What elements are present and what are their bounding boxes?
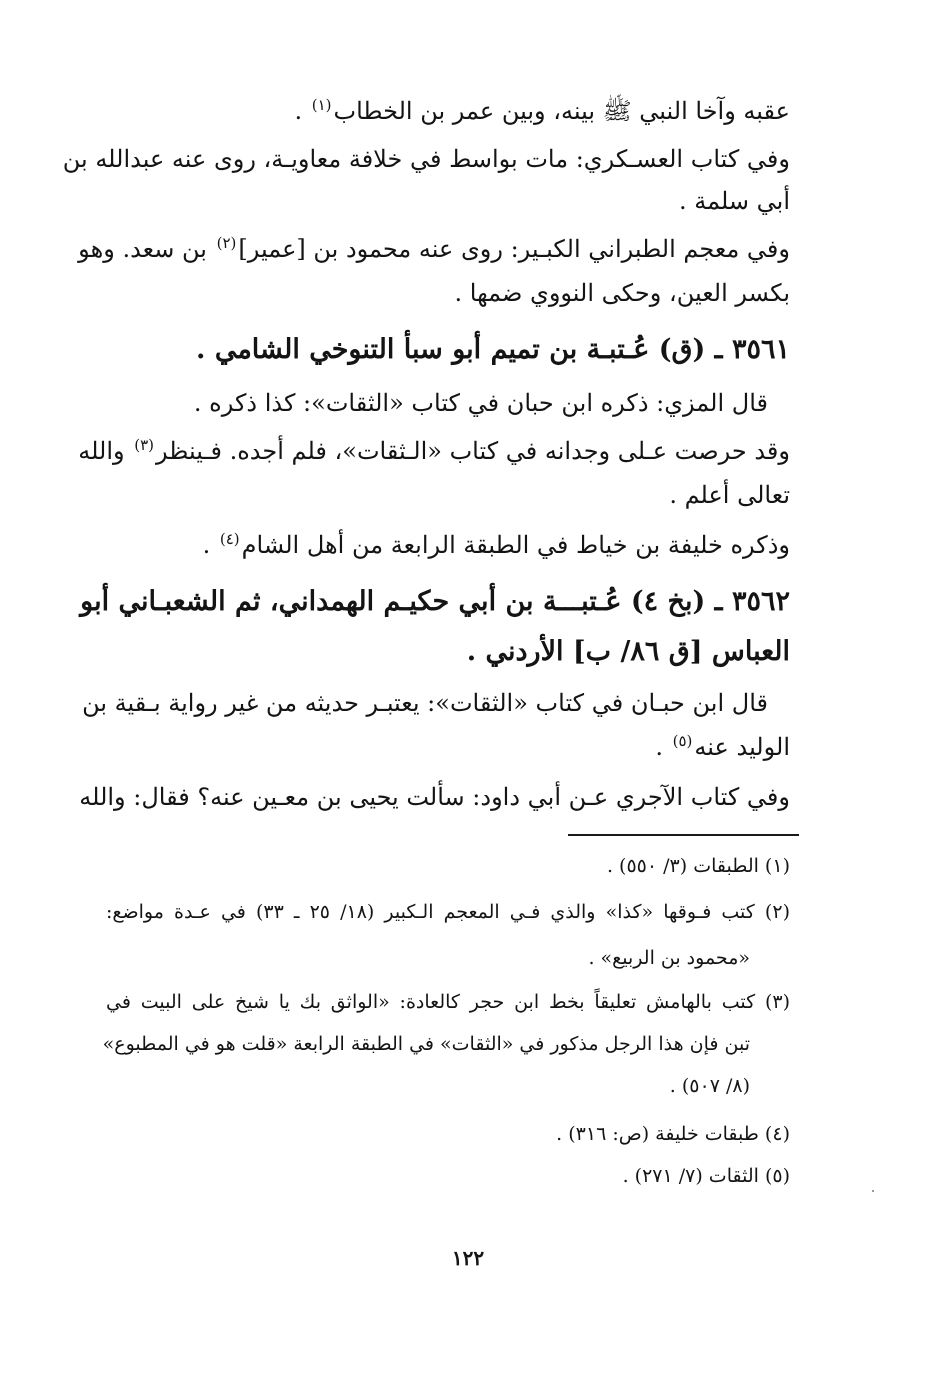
footnote-1: (١) الطبقات (٣/ ٥٥٠) . xyxy=(606,855,790,877)
text-line xyxy=(655,730,790,764)
footnote-marker: (٣) xyxy=(134,436,155,454)
footnote-4: (٤) طبقات خليفة (ص: ٣١٦) . xyxy=(556,1123,790,1145)
footnote-5: (٥) الثقات (٧/ ٢٧١) . xyxy=(622,1165,790,1187)
text-run: عقبه وآخا النبي ﷺ بينه، وبين عمر بن الخطاب xyxy=(333,97,790,125)
text-line: وفي كتاب الآجري عـن أبي داود: سألت يحيى بن معـين عنه؟ فقال: والله xyxy=(79,783,790,811)
punctuation: . xyxy=(655,733,663,761)
footnote-2: (٢) كتب فـوقها «كذا» والذي فـي المعجم الـكبير (١٨/ ٢٥ ـ ٣٣) في عـدة مواضع: xyxy=(106,901,790,923)
footnote-marker: (٥) xyxy=(672,732,693,750)
entry-heading-3561: ٣٥٦١ ـ (ق) عُـتبـة بن تميم أبو سبأ التنوخي الشامي . xyxy=(196,334,790,365)
text-run: والله xyxy=(78,437,125,465)
punctuation: . xyxy=(202,531,211,559)
text-line: قال المزي: ذكره ابن حبان في كتاب «الثقات»: كذا ذكره . xyxy=(193,389,768,417)
punctuation: . xyxy=(294,97,303,125)
footnote-marker: (٤) xyxy=(219,530,240,548)
text-run: وذكره خليفة بن خياط في الطبقة الرابعة من أهل الشام xyxy=(241,531,790,559)
footnote-marker: (١) xyxy=(311,96,332,114)
page-number: ١٢٢ xyxy=(451,1246,485,1270)
text-line xyxy=(78,232,790,266)
text-line: وفي كتاب العسـكري: مات بواسط في خلافة معاويـة، روى عنه عبدالله بن xyxy=(62,145,790,173)
text-run: وفي معجم الطبراني الكبـير: روى عنه محمود بن [عمير] xyxy=(238,235,790,263)
footnote-2-cont: «محمود بن الربيع» . xyxy=(588,947,750,969)
footnote-3-cont: (٨/ ٥٠٧) . xyxy=(669,1075,750,1097)
text-run: الوليد عنه xyxy=(694,733,790,761)
text-run: وقد حرصت عـلى وجدانه في كتاب «الـثقات»، فلم أجده. فـينظر xyxy=(156,437,790,465)
text-line xyxy=(203,528,790,562)
footnote-3: (٣) كتب بالهامش تعليقاً بخط ابن حجر كالعادة: «الواثق بك يا شيخ على البيت في xyxy=(106,991,790,1013)
entry-heading-3562: ٣٥٦٢ ـ (بخ ٤) عُـتبـــة بن أبي حكيـم الهمداني، ثم الشعبـاني أبو xyxy=(80,586,790,617)
text-line xyxy=(294,94,790,128)
footnote-separator xyxy=(568,834,799,836)
text-line: قال ابن حبـان في كتاب «الثقات»: يعتبـر حديثه من غير رواية بـقية بن xyxy=(82,689,768,717)
scan-speck xyxy=(872,1190,874,1192)
footnote-3-cont: تبن فإن هذا الرجل مذكور في «الثقات» في الطبقة الرابعة «قلت هو في المطبوع» xyxy=(102,1033,750,1055)
text-line: بكسر العين، وحكى النووي ضمها . xyxy=(454,279,790,307)
text-line: أبي سلمة . xyxy=(678,187,790,215)
text-line xyxy=(78,434,790,468)
entry-heading-3562-cont: العباس [ق ٨٦/ ب] الأردني . xyxy=(466,636,790,667)
text-line: تعالى أعلم . xyxy=(669,481,790,509)
footnote-marker: (٢) xyxy=(216,234,237,252)
text-run: بن سعد. وهو xyxy=(78,235,207,263)
